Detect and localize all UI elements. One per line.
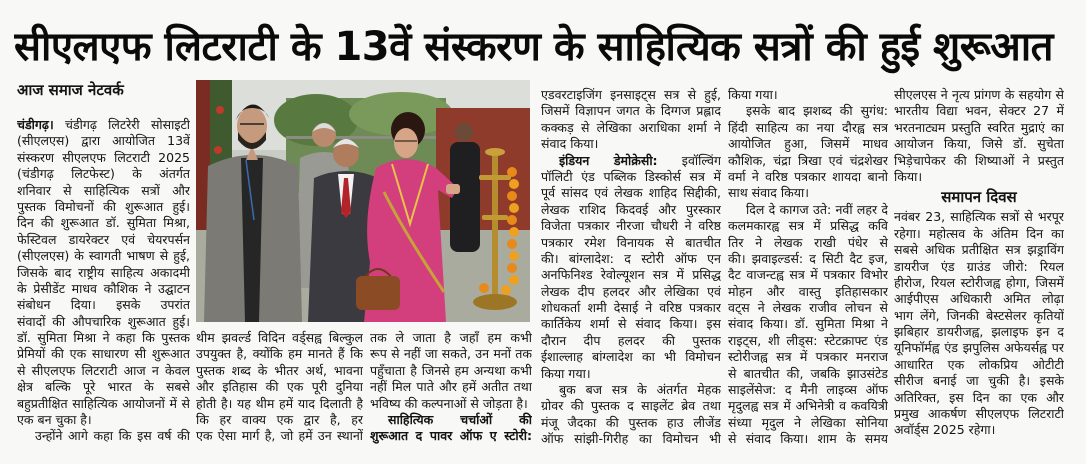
paragraph <box>541 87 721 153</box>
text-line: आयोजन किया, जिसे डॉ. सुचेता <box>894 136 1064 152</box>
text-line: आधारित एक लोकप्रिय ओटीटी <box>894 356 1064 372</box>
text-line: पत्रकार रमेश विनायक से बातचीत <box>541 234 721 250</box>
text-line: लेखक राशिद किदवई और पुरस्कार <box>541 201 721 217</box>
text-line: उपयुक्त है, क्योंकि हम मानते हैं कि <box>196 346 363 362</box>
text-line: किया गया। <box>541 365 591 381</box>
text-line: भविष्य की कल्पनाओं से जोड़ता है। <box>370 395 528 411</box>
text-line: पॉलिटी एंड पब्लिक डिस्कोर्स सत्र में <box>541 168 721 184</box>
text-line: संबोधन दिया। इसके उपरांत <box>17 297 190 313</box>
text-line: की। झवाइल्डर्स: द सिटी दैट इज, <box>728 250 888 266</box>
text-line: मृदुलह्व सत्र में अभिनेत्री व कवयित्री <box>728 398 888 414</box>
text-line: होती है। यह थीम हमें याद दिलाती है <box>196 395 363 411</box>
line-text: चंडीगढ़ लिटरेरी सोसाइटी <box>53 117 190 132</box>
text-line: कार्तिकेय शर्मा से संवाद किया। इस <box>541 316 721 332</box>
text-line: सीरीज बनाई जा चुकी है। इसके <box>894 373 1064 389</box>
text-line: थीम झवर्ल्ड विदिन वर्ड्सह्व बिल्कुल <box>196 330 363 345</box>
text-line: हिंदी साहित्य का नया दौरह्व सत्र <box>728 119 888 135</box>
text-line: इसके बाद झशब्द की सुगंध: <box>746 103 888 119</box>
paragraph <box>894 209 1064 438</box>
text-line: आईपीएस अधिकारी अमित लोढ़ा <box>894 291 1064 307</box>
text-line: कौशिक, चंद्रा त्रिखा एवं चंद्रशेखर <box>728 152 888 168</box>
text-line: क्षेत्र बल्कि पूरे भारत के सबसे <box>17 379 190 395</box>
text-line: के प्रेसीडेंट माधव कौशिक ने उद्घाटन <box>17 280 190 296</box>
text-line: मोहन और वास्तु इतिहासकार <box>728 283 888 299</box>
article-column-1 <box>17 117 190 445</box>
text-line: मंजू जैदका की पुस्तक हाउ लीजेंड <box>541 414 721 430</box>
text-line: संवाद किया। डॉ. सुमिता मिश्रा ने <box>728 316 888 332</box>
text-line: स्टोरीजह्व सत्र में पत्रकार मनराज <box>728 349 888 365</box>
text-line: साइलेंसेज: द मैनी लाइव्स ऑफ <box>728 382 888 398</box>
text-line: किया गया। <box>728 87 778 102</box>
bold-lead: शुरूआत द पावर ऑफ ए स्टोरी: <box>370 428 532 444</box>
text-line: वट्स ने लेखक राजीव लोचन से <box>728 300 888 316</box>
text-line: तिर ने लेखक राखी पंधेर से <box>728 234 888 250</box>
text-line: ग्रोवर की पुस्तक द साइलेंट ब्रेव तथा <box>541 398 721 414</box>
text-line: संध्या मृदुल ने लेखिका सोनिया <box>728 414 888 430</box>
paragraph <box>894 87 1064 185</box>
text-line: रूप से नहीं जा सकते, उन मनों तक <box>370 346 532 362</box>
text-line: शोधकर्ता शमी देसाई ने वरिष्ठ पत्रकार <box>541 300 721 316</box>
paragraph <box>196 330 363 445</box>
text-line: किया। <box>894 168 923 184</box>
bold-lead: चंडीगढ़। <box>17 117 54 132</box>
text-line: नवंबर 23, साहित्यिक सत्रों से भरपूर <box>894 209 1064 225</box>
text-line: दिल दे कागज उते: नवीं लहर दे <box>746 201 888 217</box>
text-line: (चंडीगढ़ लिटफेस्ट) के अंतर्गत <box>17 166 190 182</box>
text-line: भाग लेंगे, जिनकी बेस्टसेलर कृतियों <box>894 307 1064 323</box>
column-5-intro <box>894 87 1064 185</box>
text-line: बुक बज सत्र के अंतर्गत मेहक <box>559 382 721 398</box>
article-column-4 <box>728 87 888 448</box>
text-line: डायरीज एंड ग्राउंड जीरो: रियल <box>894 258 1064 274</box>
event-photo-illustration <box>196 80 530 322</box>
text-line: राइट्स, शी लीड्स: स्टेटक्राफ्ट एंड <box>728 332 888 348</box>
text-line <box>370 412 532 428</box>
paragraph <box>728 103 888 201</box>
text-line: फेस्टिवल डायरेक्टर एवं चेयरपर्सन <box>17 231 190 247</box>
byline: आज समाज नेटवर्क <box>17 81 124 99</box>
text-line: से संवाद किया। शाम के समय <box>728 431 888 447</box>
text-line: हीरोज, रियल स्टोरीजह्व होगा, जिसमें <box>894 274 1064 290</box>
text-line: नहीं मिल पाते और हमें अतीत तथा <box>370 379 532 395</box>
line-text: इवॉल्विंग <box>657 152 721 168</box>
text-line: दिन की शुरूआत डॉ. सुमिता मिश्रा, <box>17 215 190 231</box>
text-line: कलमकारह्व सत्र में प्रसिद्ध कवि <box>728 218 888 234</box>
bold-lead: साहित्यिक चर्चाओं की <box>388 411 532 427</box>
text-line: डॉ. सुमिता मिश्रा ने कहा कि पुस्तक <box>17 330 190 346</box>
text-line: अवॉर्ड्स 2025 रहेगा। <box>894 422 996 438</box>
text-line: की। बांग्लादेश: द स्टोरी ऑफ एन <box>541 250 721 266</box>
paragraph <box>17 428 190 444</box>
text-line: यूनिफॉर्मह्व एंड झपुलिस अफेयर्सह्व पर <box>894 340 1064 356</box>
text-line: भरतनाट्यम प्रस्तुति स्वरित मुद्राएं का <box>894 119 1064 135</box>
article-column-3 <box>541 87 721 448</box>
bold-lead: इंडियन डेमोक्रेसी: <box>559 152 658 168</box>
text-line: (सीएलएस) द्वारा आयोजित 13वें <box>17 133 190 149</box>
text-line: और इतिहास की एक पूरी दुनिया <box>196 379 363 395</box>
text-line: पहुँचाता है जिनसे हम अन्यथा कभी <box>370 362 532 378</box>
text-line: पुस्तक विमोचनों की शुरूआत हुई। <box>17 198 190 214</box>
paragraph <box>541 382 721 448</box>
text-line: सीएलएस ने नृत्य प्रांगण के सहयोग से <box>894 87 1064 102</box>
text-line: अनफिनिश्ड रेवोल्यूशन सत्र में प्रसिद्ध <box>541 267 721 283</box>
text-line: संवादों की औपचारिक शुरूआत हुई। <box>17 313 190 329</box>
text-line: भिड़ेचापेकर की शिष्याओं ने प्रस्तुत <box>894 152 1064 168</box>
text-line: साथ संवाद किया। <box>728 185 809 201</box>
text-line: आयोजित हुआ, जिसमें माधव <box>728 136 888 152</box>
text-line: एडवरटाइजिंग इनसाइट्स सत्र से हुई, <box>541 87 721 102</box>
text-line: संवाद किया। <box>541 136 599 152</box>
paragraph <box>17 117 190 428</box>
text-line: जिसमें विज्ञापन जगत के दिग्गज प्रह्लाद <box>541 103 721 119</box>
text-line: भारतीय विद्या भवन, सेक्टर 27 में <box>894 103 1064 119</box>
text-line: सबसे अधिक प्रतीक्षित सत्र झड्राविंग <box>894 242 1064 258</box>
text-line: कि हर वाक्य एक द्वार है, हर <box>196 411 363 427</box>
text-line: (सीएलएस) के स्वागती भाषण से हुई, <box>17 248 190 264</box>
text-line: दैट वाजन्टह्व सत्र में पत्रकार विभोर <box>728 267 888 283</box>
text-line: से सीएलएफ लिटराटी आज न केवल <box>17 362 190 378</box>
text-line: पूर्व सांसद एवं लेखक शाहिद सिद्दीकी, <box>541 185 721 201</box>
article-column-2a <box>196 330 363 445</box>
text-line: प्रमुख आकर्षण सीएलएफ लिटराटी <box>894 406 1064 422</box>
headline: सीएलएफ लिटराटी के 13वें संस्करण के साहित्यिक सत्रों की हुई शुरूआत <box>14 24 1053 70</box>
paragraph <box>370 330 532 412</box>
paragraph <box>370 412 532 445</box>
text-line: एक ऐसा मार्ग है, जो हमें उन स्थानों <box>196 428 363 444</box>
text-line: उन्होंने आगे कहा कि इस वर्ष की <box>35 428 190 444</box>
text-line: शनिवार से साहित्यिक सत्रों और <box>17 182 190 198</box>
article-column-5 <box>894 87 1064 439</box>
text-line: बहुप्रतीक्षित साहित्यिक आयोजनों में से <box>17 395 190 411</box>
text-line: ईशाल्लाह बांग्लादेश का भी विमोचन <box>541 349 721 365</box>
paragraph <box>728 87 888 103</box>
text-line: वर्मा ने वरिष्ठ पत्रकार शायदा बानो <box>728 168 888 184</box>
text-line: रहेगा। महोत्सव के अंतिम दिन का <box>894 225 1064 241</box>
text-line: एक बन चुका है। <box>17 412 92 428</box>
text-line: से बातचीत की, जबकि झाउसंटेड <box>728 365 888 381</box>
text-line: झबिहार डायरीजह्व, झलाइफ इन द <box>894 324 1064 340</box>
text-line: जिसके बाद राष्ट्रीय साहित्य अकादमी <box>17 264 190 280</box>
column-5-body <box>894 209 1064 438</box>
text-line: विजेता पत्रकार नीरजा चौधरी ने वरिष्ठ <box>541 218 721 234</box>
text-line: संस्करण सीएलएफ लिटराटी 2025 <box>17 149 190 165</box>
text-line: तक ले जाता है जहाँ हम कभी <box>370 330 532 345</box>
text-line <box>17 117 190 133</box>
text-line: पुस्तक शब्द के भीतर अर्थ, भावना <box>196 362 363 378</box>
text-line: ऑफ सांझी-गिरीह का विमोचन भी <box>541 431 721 447</box>
paragraph <box>728 202 888 448</box>
section-subheading: समापन दिवस <box>941 188 1017 207</box>
article-column-2b <box>370 330 532 445</box>
text-line: अतिरिक्त, इस दिन का एक और <box>894 389 1064 405</box>
text-line <box>370 428 532 444</box>
text-line: प्रेमियों की एक साधारण सी शुरूआत <box>17 346 190 362</box>
text-line <box>541 153 721 169</box>
event-photo <box>196 80 530 322</box>
paragraph <box>541 153 721 382</box>
text-line: कक्कड़ से लेखिका अराधिका शर्मा ने <box>541 119 721 135</box>
text-line: लेखक दीप हलदर और लेखिका एवं <box>541 283 721 299</box>
text-line: दौरान दीप हलदर की पुस्तक <box>541 332 721 348</box>
